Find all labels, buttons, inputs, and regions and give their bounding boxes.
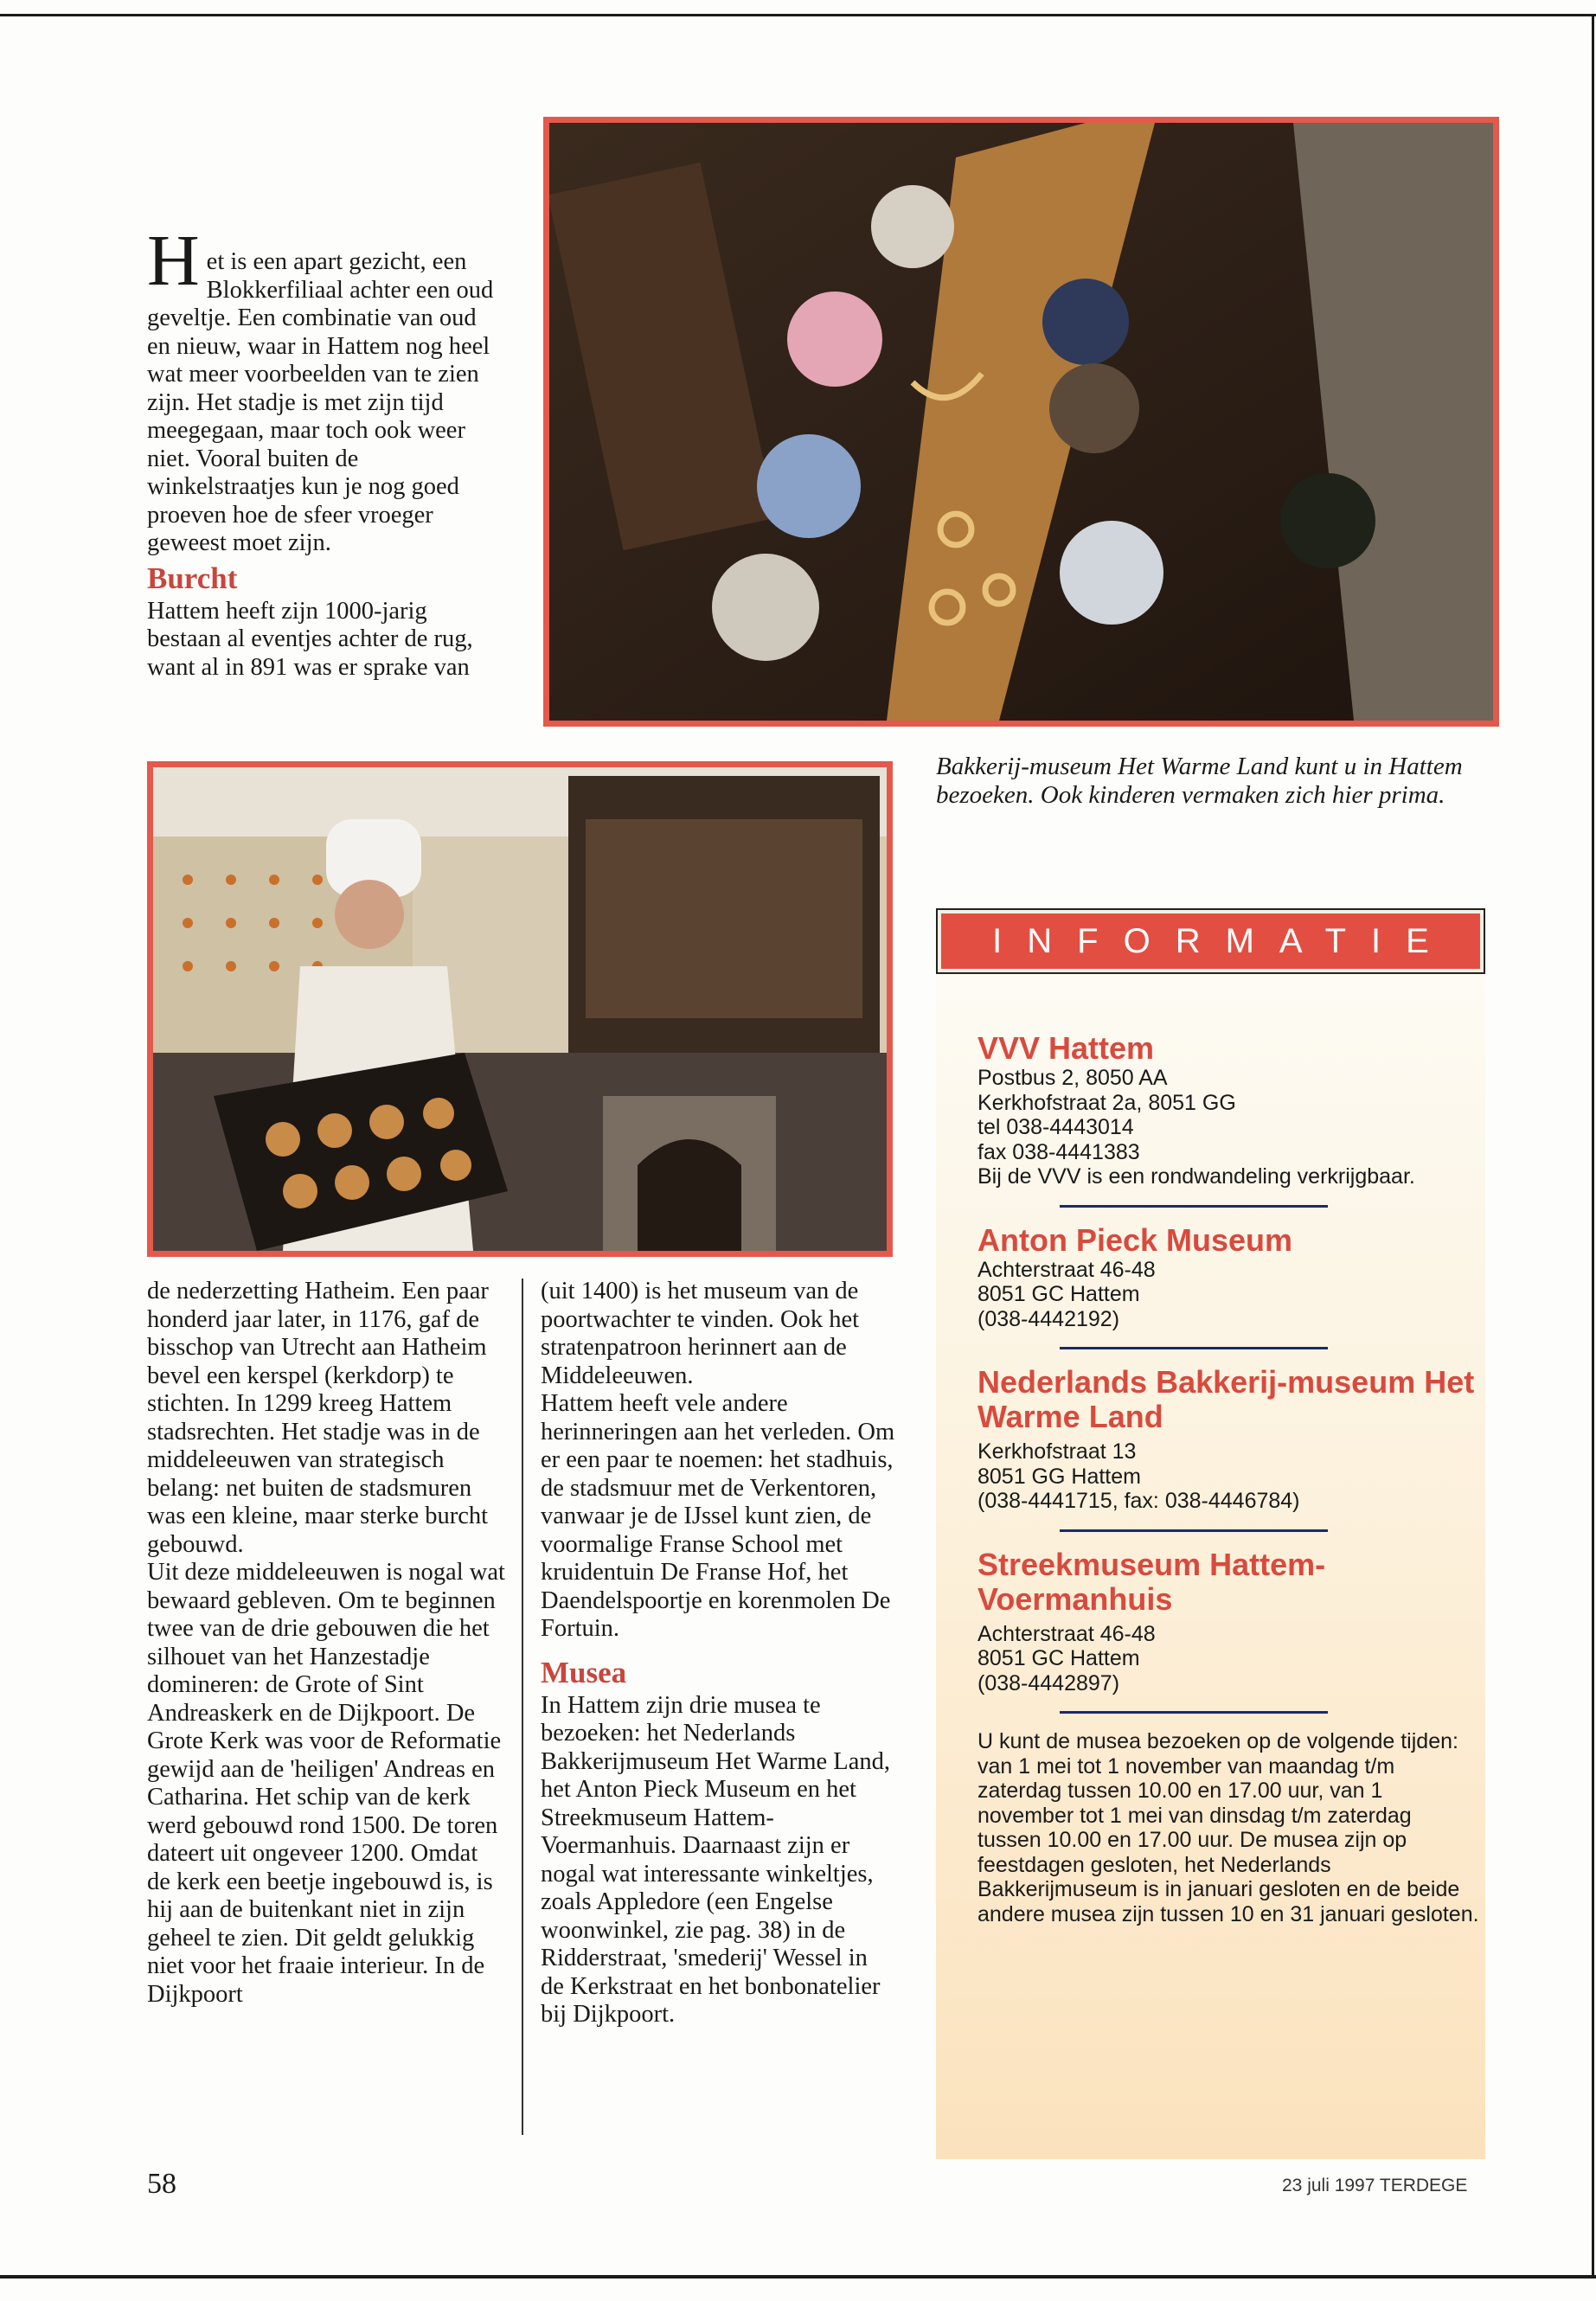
info-line: fax 038-4441383 bbox=[977, 1139, 1140, 1164]
info-separator bbox=[1060, 1529, 1328, 1532]
info-line: Achterstraat 46-48 bbox=[977, 1621, 1156, 1646]
info-title-streekmuseum: Streekmuseum Hattem-Voermanhuis bbox=[977, 1546, 1326, 1617]
column1-top bbox=[147, 221, 503, 682]
info-separator bbox=[1060, 1205, 1328, 1208]
info-line: (038-4442897) bbox=[977, 1670, 1120, 1695]
photo-baker-image bbox=[153, 767, 887, 1251]
info-block-vvv bbox=[977, 1031, 1479, 1926]
info-line: Achterstraat 46-48 bbox=[977, 1257, 1156, 1282]
info-line: 8051 GC Hattem bbox=[977, 1282, 1140, 1306]
column1-paragraph-1: de nederzetting Hatheim. Een paar honderd jaar later, in 1176, gaf de bisschop van Utrecht aan Hatheim bevel een kerspel (kerkdorp) te stichten. In 1299 kreeg Hattem stadsrechten. Het stadje was in de middeleeuwen van strategisch belang: net buiten de stadsmuren was een kleine, maar sterke burcht gebouwd. bbox=[147, 1278, 489, 1558]
column-divider bbox=[522, 1279, 523, 2135]
bottom-border bbox=[0, 2275, 1596, 2279]
opening-hours: U kunt de musea bezoeken op de volgende tijden: van 1 mei tot 1 november van maandag t/m zaterdag tussen 10.00 en 17.00 uur, van 1 november tot 1 mei van dinsdag t/m zaterdag tussen 10.00 en 17.00 uur. De musea zijn op feestdagen gesloten, het Nederlands Bakkerijmuseum is in januari gesloten en de beide andere musea zijn tussen 10 en 31 januari gesloten. bbox=[977, 1729, 1479, 1926]
column2 bbox=[541, 1278, 895, 2029]
top-border bbox=[0, 14, 1596, 16]
info-line: Postbus 2, 8050 AA bbox=[977, 1066, 1168, 1090]
column1-paragraph-2: Uit deze middeleeuwen is nogal wat bewaard gebleven. Om te beginnen twee van de drie gebouwen die het silhouet van het Hanzestadje domineren: de Grote of Sint Andreaskerk en de Dijkpoort. De Grote Kerk was voor de Reformatie gewijd aan de 'heiligen' Andreas en Catharina. Het schip van de kerk werd gebouwd rond 1500. De toren dateert uit ongeveer 1200. Omdat de kerk een beetje ingebouwd is, is hij aan de buitenkant niet in zijn geheel te zien. Dit geldt gelukkig niet voor het fraaie interieur. In de Dijkpoort bbox=[147, 1559, 505, 2008]
info-separator bbox=[1060, 1347, 1328, 1349]
section-heading-musea: Musea bbox=[541, 1655, 627, 1689]
info-title-vvv: VVV Hattem bbox=[977, 1030, 1155, 1066]
info-line: Bij de VVV is een rondwandeling verkrijgbaar. bbox=[977, 1164, 1415, 1189]
right-border bbox=[1592, 14, 1594, 2279]
info-title-anton-pieck: Anton Pieck Museum bbox=[977, 1221, 1293, 1258]
photo-baker bbox=[147, 761, 893, 1257]
info-line: 8051 GG Hattem bbox=[977, 1464, 1141, 1489]
dropcap: H bbox=[147, 221, 200, 301]
photo-caption: Bakkerij-museum Het Warme Land kunt u in Hattem bezoeken. Ook kinderen vermaken zich hier prima. bbox=[936, 753, 1463, 809]
column2-paragraph-2: Hattem heeft vele andere herinneringen aan het verleden. Om er een paar te noemen: het stadhuis, de stadsmuur met de Verkentoren, vanwaar je de IJssel kunt zien, de voormalige Franse School met kruidentuin De Franse Hof, het Daendelspoortje en korenmolen De Fortuin. bbox=[541, 1390, 895, 1642]
info-line: Kerkhofstraat 2a, 8051 GG bbox=[977, 1090, 1236, 1115]
burcht-paragraph: Hattem heeft zijn 1000-jarig bestaan al eventjes achter de rug, want al in 891 was er sprake van bbox=[147, 597, 473, 681]
photo-bakery-table bbox=[543, 117, 1499, 727]
column2-paragraph-1: (uit 1400) is het museum van de poortwachter te vinden. Ook het stratenpatroon herinnert aan de Middeleeuwen. bbox=[541, 1278, 860, 1389]
intro-paragraph: et is een apart gezicht, een Blokkerfiliaal achter een oud geveltje. Een combinatie van oud en nieuw, waar in Hattem nog heel wat meer voorbeelden van te zien zijn. Het stadje is met zijn tijd meegegaan, maar toch ook weer niet. Vooral buiten de winkelstraatjes kun je nog goed proeven hoe de sfeer vroeger geweest moet zijn. bbox=[147, 248, 494, 556]
issue-info: 23 juli 1997 TERDEGE bbox=[1282, 2176, 1468, 2195]
section-heading-burcht: Burcht bbox=[147, 561, 238, 595]
info-banner-label: INFORMATIE bbox=[941, 913, 1480, 969]
column1-bottom bbox=[147, 1278, 506, 2009]
photo-bakery-table-image bbox=[549, 123, 1493, 721]
info-line: tel 038-4443014 bbox=[977, 1115, 1134, 1139]
info-separator bbox=[1060, 1711, 1328, 1714]
page-number: 58 bbox=[147, 2168, 176, 2200]
column2-paragraph-3: In Hattem zijn drie musea te bezoeken: het Nederlands Bakkerijmuseum Het Warme Land, het Anton Pieck Museum en het Streekmuseum Hattem-Voermanhuis. Daarnaast zijn er nogal wat interessante winkeltjes, zoals Appledore (een Engelse woonwinkel, zie pag. 38) in de Ridderstraat, 'smederij' Wessel in de Kerkstraat en het bonbonatelier bij Dijkpoort. bbox=[541, 1691, 890, 2028]
info-title-bakkerij: Nederlands Bakkerij-museum Het Warme Land bbox=[977, 1364, 1475, 1434]
info-line: 8051 GC Hattem bbox=[977, 1646, 1140, 1670]
info-line: Kerkhofstraat 13 bbox=[977, 1439, 1137, 1464]
info-line: (038-4442192) bbox=[977, 1306, 1120, 1331]
info-line: (038-4441715, fax: 038-4446784) bbox=[977, 1489, 1300, 1513]
info-banner bbox=[936, 908, 1485, 974]
